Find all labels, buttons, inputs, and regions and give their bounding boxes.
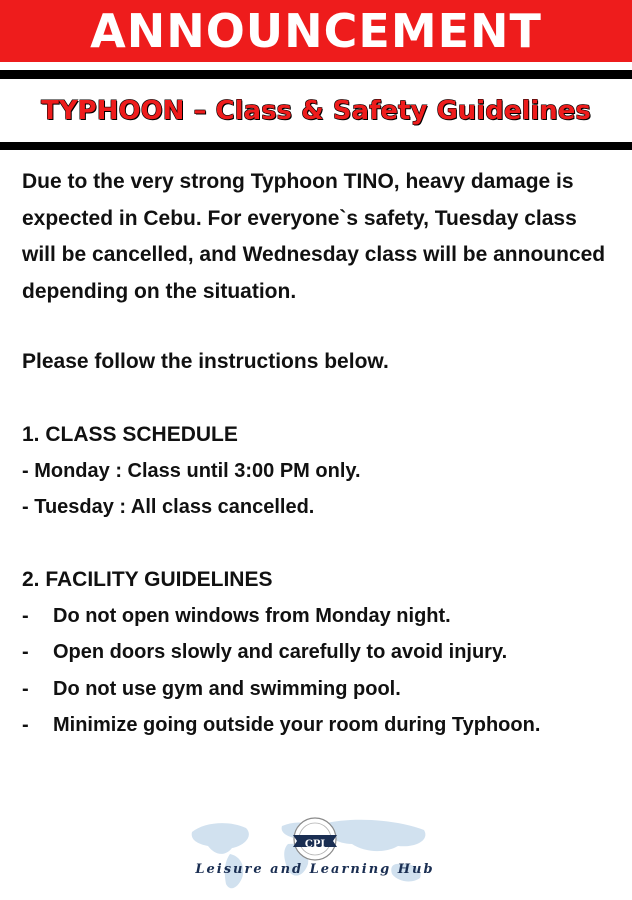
banner-title: ANNOUNCEMENT [90,4,542,58]
guideline-text: Open doors slowly and carefully to avoid injury. [53,641,508,663]
dash-marker: - [22,714,29,736]
guideline-item [22,634,612,671]
cpi-logo [184,814,446,894]
announcement-body [22,164,612,744]
intro-paragraph: Due to the very strong Typhoon TINO, heavy damage is expected in Cebu. For everyone`s safety, Tuesday class will be cancelled, and Wednesday class will be announced depending on the situation. [22,170,606,303]
guideline-text: Do not use gym and swimming pool. [53,677,401,700]
class-schedule-heading: 1. CLASS SCHEDULE [22,422,238,446]
dash-marker: - [22,604,29,627]
guideline-item [22,598,612,635]
subtitle-band [0,79,632,142]
top-divider [0,70,632,79]
dash-marker: - [22,641,29,663]
logo-caption: Leisure and Learning Hub [195,862,435,877]
page-subtitle: TYPHOON – Class & Safety Guidelines [41,95,591,126]
schedule-line-monday: - Monday : Class until 3:00 PM only. [22,459,361,482]
bottom-divider [0,142,632,150]
instruction-lead: Please follow the instructions below. [22,350,389,373]
guideline-text: Minimize going outside your room during Typhoon. [53,714,541,736]
announcement-banner [0,0,632,62]
dash-marker: - [22,677,29,700]
world-map-icon [184,814,446,894]
logo-emblem-text: CPI [304,839,326,850]
guideline-item [22,707,612,744]
facility-guidelines-heading: 2. FACILITY GUIDELINES [22,567,273,591]
schedule-line-tuesday: - Tuesday : All class cancelled. [22,496,315,518]
guideline-text: Do not open windows from Monday night. [53,604,451,627]
guideline-item [22,671,612,708]
